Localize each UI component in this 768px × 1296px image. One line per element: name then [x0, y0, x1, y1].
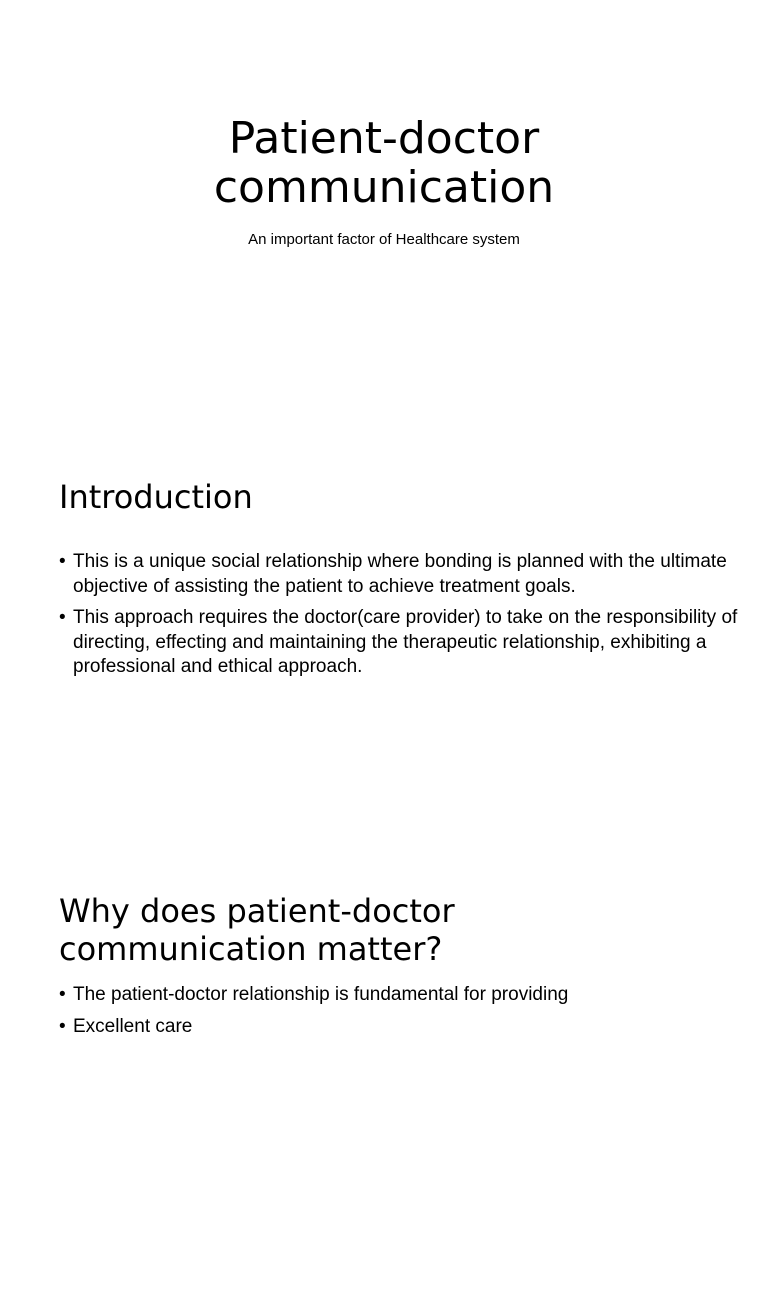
bullet-marker: • [59, 984, 66, 1005]
bullet-text: This is a unique social relationship where bonding is planned with the ultimate objective of assisting the patient to achieve treatment goals. [73, 551, 727, 597]
presentation-subtitle: An important factor of Healthcare system [248, 231, 520, 248]
title-line-2: communication [213, 162, 555, 213]
bullet-marker: • [59, 1015, 66, 1037]
slide-heading [59, 892, 739, 968]
title-slide [0, 0, 768, 432]
why-it-matters-slide [0, 864, 768, 1296]
bullet-item [59, 983, 749, 1008]
heading-line-1: Why does patient-doctor [59, 892, 455, 930]
bullet-item [59, 1015, 749, 1040]
title-line-1: Patient-doctor [228, 113, 540, 164]
heading-line-2: communication matter? [59, 930, 443, 968]
introduction-slide [0, 432, 768, 864]
bullet-list [59, 550, 749, 687]
bullet-marker: • [59, 551, 66, 572]
bullet-item [59, 606, 749, 680]
slide-heading: Introduction [59, 478, 253, 516]
bullet-text: Excellent care [73, 1015, 193, 1037]
bullet-text: The patient-doctor relationship is fundamental for providing [73, 984, 569, 1005]
bullet-list [59, 983, 749, 1046]
presentation-title [0, 114, 768, 212]
bullet-item [59, 550, 749, 599]
bullet-text: This approach requires the doctor(care provider) to take on the responsibility of directing, effecting and maintaining the therapeutic relationship, exhibiting a professional and ethical approach. [73, 607, 738, 677]
bullet-marker: • [59, 607, 66, 628]
